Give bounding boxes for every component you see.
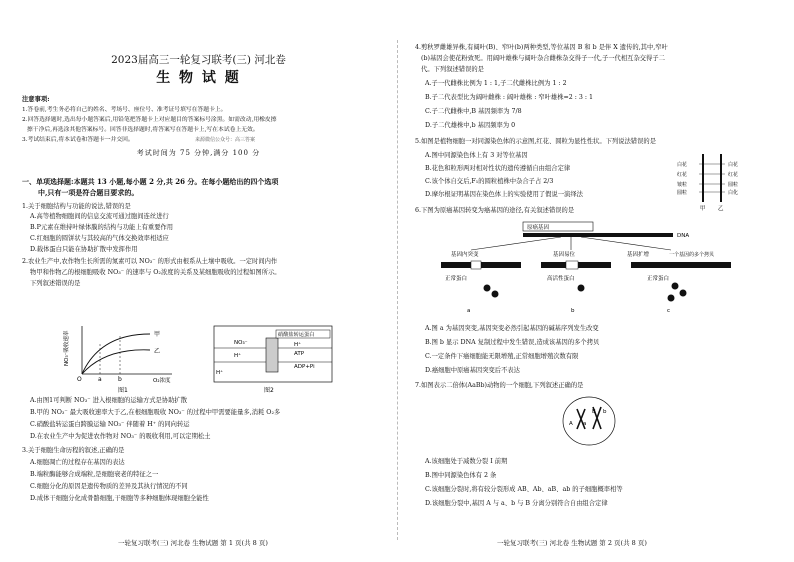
q6-branch-4: 一个基因的多个拷贝 (669, 252, 715, 258)
q6-arrow-c (581, 237, 671, 250)
q6-protein-c2 (680, 290, 687, 297)
q3-option-a: A.细胞凋亡的过程存在基因的表达 (30, 459, 125, 466)
q2-figure-2 (212, 324, 342, 394)
q5-option-b: B.花色和粒形两对相对性状的遗传遵循自由组合定律 (425, 165, 571, 172)
fig2-h-left: H⁺ (216, 370, 224, 376)
q5-label-4: 圆粒 (677, 190, 688, 196)
q5-label-8: 白化 (728, 190, 739, 196)
footer-page-1: 一轮复习联考(三) 河北卷 生物试题 第 1 页(共 8 页) (118, 539, 268, 547)
q6-label-a: a (467, 308, 471, 314)
fig1-ylabel: NO₃⁻吸收速率 (64, 330, 70, 366)
fig1-origin: O (77, 376, 82, 383)
exam-time: 考试时间为 75 分钟,满分 100 分 (136, 149, 261, 157)
q4-option-d: D.子二代雄株中,b 基因频率为 0 (425, 122, 516, 129)
fig2-transporter (266, 338, 278, 372)
section1-line2: 中,只有一项是符合题目要求的。 (38, 188, 139, 197)
q4-stem-1: 4.剪秋罗雌雄异株,有阔叶(B)、窄叶(b)两种类型,等位基因 B 和 b 是伴 X 遗传的,其中,窄叶 (415, 44, 668, 51)
q6-branch-1: 基因内突变 (451, 252, 479, 258)
q6-protein-a1 (484, 285, 491, 292)
q1-option-a: A.高等植物细胞间的信息交流可通过胞间连丝进行 (30, 213, 169, 220)
q5-label-7: 圆粒 (728, 182, 739, 188)
q7-allele-b: b (603, 409, 607, 415)
q6-branch-2: 基因易位 (553, 252, 576, 258)
q4-option-b: B.子二代表型比为阔叶雌株 : 阔叶雄株 : 窄叶雄株=2 : 3 : 1 (425, 94, 594, 101)
q5-label-jia: 甲 (700, 206, 706, 212)
q5-stem: 5.如图是植物细胞一对同源染色体的示意图,红花、圆粒为显性性状。下列说法错误的是 (415, 138, 656, 145)
notice-1: 1.答卷前,考生务必将自己的姓名、考场号、座位号、准考证号填写在答题卡上。 (22, 107, 227, 113)
q6-dna-bar (523, 233, 673, 237)
q2-option-a: A.由图1可判断 NO₃⁻ 进入根细胞的运输方式是协助扩散 (30, 397, 188, 404)
q6-arrow-a (471, 237, 561, 250)
fig1-caption: 图1 (118, 387, 128, 394)
q6-protein-c1 (672, 283, 679, 290)
q4-stem-3: 代。下列叙述错误的是 (421, 66, 484, 73)
notice-4: 3.考试结束后,将本试卷和答题卡一并交回。 (22, 137, 134, 143)
q6-option-d: D.癌细胞中原癌基因突变后不表达 (425, 367, 520, 374)
fig1-curve-jia (82, 334, 150, 374)
fig2-no3: NO₃⁻ (234, 340, 248, 346)
q7-option-b: B.图中同源染色体有 2 条 (425, 472, 497, 479)
q6-figure (431, 218, 751, 318)
fig1-curve-yi (82, 350, 150, 374)
q3-option-b: B.端粒酶能够合成端粒,是细胞衰老的特征之一 (30, 471, 159, 478)
q2-option-d: D.在农业生产中为促进农作物对 NO₃⁻ 的吸收利用,可以定期松土 (30, 433, 211, 440)
q7-allele-A: A (569, 421, 573, 427)
fig1-xlabel: O₂浓度 (153, 378, 171, 384)
notice-head: 注意事项: (22, 96, 50, 103)
q6-option-c: C.一定条件下癌细胞能无限增殖,正常细胞增殖次数有限 (425, 353, 579, 360)
fig1-label-a: a (98, 376, 102, 383)
q2-option-b: B.甲的 NO₃⁻ 最大吸收速率大于乙,在根细胞吸收 NO₃⁻ 的过程中甲需要能量多,消耗 O₂多 (30, 409, 281, 416)
q6-result-1: 正常蛋白 (445, 276, 468, 282)
q5-label-2: 红花 (677, 172, 688, 178)
q6-protein-a2 (492, 291, 499, 298)
q5-option-a: A.图中同源染色体上有 3 对等位基因 (425, 152, 528, 159)
q7-allele-a: a (583, 421, 587, 427)
q5-label-1: 白花 (677, 162, 688, 168)
fig2-caption: 图2 (264, 387, 274, 394)
q6-translocation-box (566, 261, 578, 269)
q5-option-d: D.摩尔根证明基因在染色体上的实验使用了假说一演绎法 (425, 191, 583, 198)
q2-option-c: C.硝酸盐转运蛋白跨膜运输 NO₃⁻ 伴随着 H⁺ 的同向转运 (30, 421, 190, 428)
q6-branch-3: 基因扩增 (627, 252, 650, 258)
q7-stem: 7.如图表示二倍体(AaBb)动物的一个细胞,下列叙述正确的是 (415, 382, 584, 389)
q6-mutation-box (471, 261, 481, 269)
fig1-label-yi: 乙 (154, 348, 161, 355)
q6-label-b: b (571, 308, 575, 314)
q7-option-d: D.该细胞分裂中,基因 A 与 a、b 与 B 分离分别符合自由组合定律 (425, 500, 608, 507)
fig1-label-jia: 甲 (154, 331, 161, 338)
q6-protein-b1 (578, 285, 585, 292)
section1-line1: 一、单项选择题:本题共 13 小题,每小题 2 分,共 26 分。在每小题给出的四个选项 (22, 177, 279, 186)
q6-dna-label: DNA (677, 233, 690, 239)
q6-option-b: B.图 b 显示 DNA 复制过程中发生错误,造成该基因的多个拷贝 (425, 339, 600, 346)
fig2-adp: ADP+Pi (294, 364, 315, 370)
q1-option-d: D.载体蛋白只能在协助扩散中发挥作用 (30, 246, 138, 253)
q3-stem: 3.关于细胞生命历程的叙述,正确的是 (22, 447, 125, 454)
q4-option-c: C.子二代雌株中,B 基因频率为 7/8 (425, 108, 522, 115)
fig2-atp: ATP (294, 351, 305, 357)
q6-label-c: c (667, 308, 671, 314)
q1-option-b: B.P元素在维持叶绿体膜的结构与功能上有重要作用 (30, 224, 174, 231)
fig2-h-right: H⁺ (294, 342, 302, 348)
page-2 (397, 0, 794, 562)
q6-gene-c (631, 262, 731, 268)
fig2-h-inner: H⁺ (234, 353, 242, 359)
q2-stem-1: 2.农业生产中,农作物生长所需的氮素可以 NO₃⁻ 的形式由根系从土壤中吸收。一定时间内作 (22, 258, 278, 265)
q1-option-c: C.红细胞的圆饼状与其较高的气体交换效率相适应 (30, 235, 169, 242)
q7-option-c: C.该细胞分裂时,将有较分裂形成 AB、Ab、aB、ab 的子细胞概率相等 (425, 486, 623, 493)
q6-top-label: 原癌基因 (527, 225, 550, 231)
q5-label-yi: 乙 (718, 206, 724, 212)
footer-page-2: 一轮复习联考(三) 河北卷 生物试题 第 2 页(共 8 页) (497, 539, 647, 547)
subject-title: 生 物 试 题 (156, 70, 241, 86)
fig2-protein-label: 硝酸盐转运蛋白 (278, 332, 315, 338)
q6-option-a: A.图 a 为基因突变,基因突变必然引起基因的碱基序列发生改变 (425, 325, 599, 332)
q4-stem-2: (b)基因会使花粉致死。用阔叶雄株与阔叶杂合雌株杂交得子一代,子一代相互杂交得子二 (421, 55, 665, 62)
q5-label-5: 白花 (728, 162, 739, 168)
q6-result-3: 正常蛋白 (647, 276, 670, 282)
notice-3: 擦干净后,再选涂其他答案标号。回答非选择题时,将答案写在答题卡上,写在本试卷上无效。 (27, 127, 259, 133)
q3-option-d: D.成体干细胞分化成骨骼细胞,干细胞等多种细胞体现细胞全能性 (30, 495, 209, 502)
exam-title: 2023届高三一轮复习联考(三) 河北卷 (111, 54, 286, 66)
q5-option-c: C.该个体自交后,F₁的圆粒植株中杂合子占 2/3 (425, 178, 554, 185)
q4-option-a: A.子一代雌株比例为 1 : 1,子二代雌株比例为 1 : 2 (425, 80, 567, 87)
q5-figure (675, 150, 755, 212)
notice-2: 2.回答选择题时,选出每小题答案后,用铅笔把答题卡上对应题目的答案标号涂黑。如需改动,用橡皮擦 (22, 117, 277, 123)
q6-result-2: 高活性蛋白 (547, 276, 575, 282)
watermark: 来源微信公众号：高三答案 (195, 137, 256, 143)
q5-label-6: 红花 (728, 172, 739, 178)
q3-option-c: C.细胞分化的原因是遗传物质的差异及其执行情况的不同 (30, 483, 188, 490)
q6-stem: 6.下图为原癌基因转变为癌基因的途径,有关叙述错误的是 (415, 207, 575, 214)
q5-label-3: 皱粒 (677, 182, 688, 188)
q7-allele-B: B (592, 409, 596, 415)
q7-figure (559, 393, 619, 449)
fig1-label-b: b (118, 376, 122, 383)
q2-figure-1 (60, 322, 190, 394)
q1-stem: 1.关于细胞结构与功能的说法,错误的是 (22, 203, 131, 210)
q7-option-a: A.该细胞处于减数分裂 I 前期 (425, 458, 508, 465)
q2-stem-3: 下列叙述错误的是 (30, 280, 81, 287)
q2-stem-2: 物甲和作物乙的根细胞吸收 NO₃⁻ 的速率与 O₂浓度的关系及某细胞吸收的过程如图所示。 (30, 269, 281, 276)
q6-protein-c3 (668, 295, 675, 302)
